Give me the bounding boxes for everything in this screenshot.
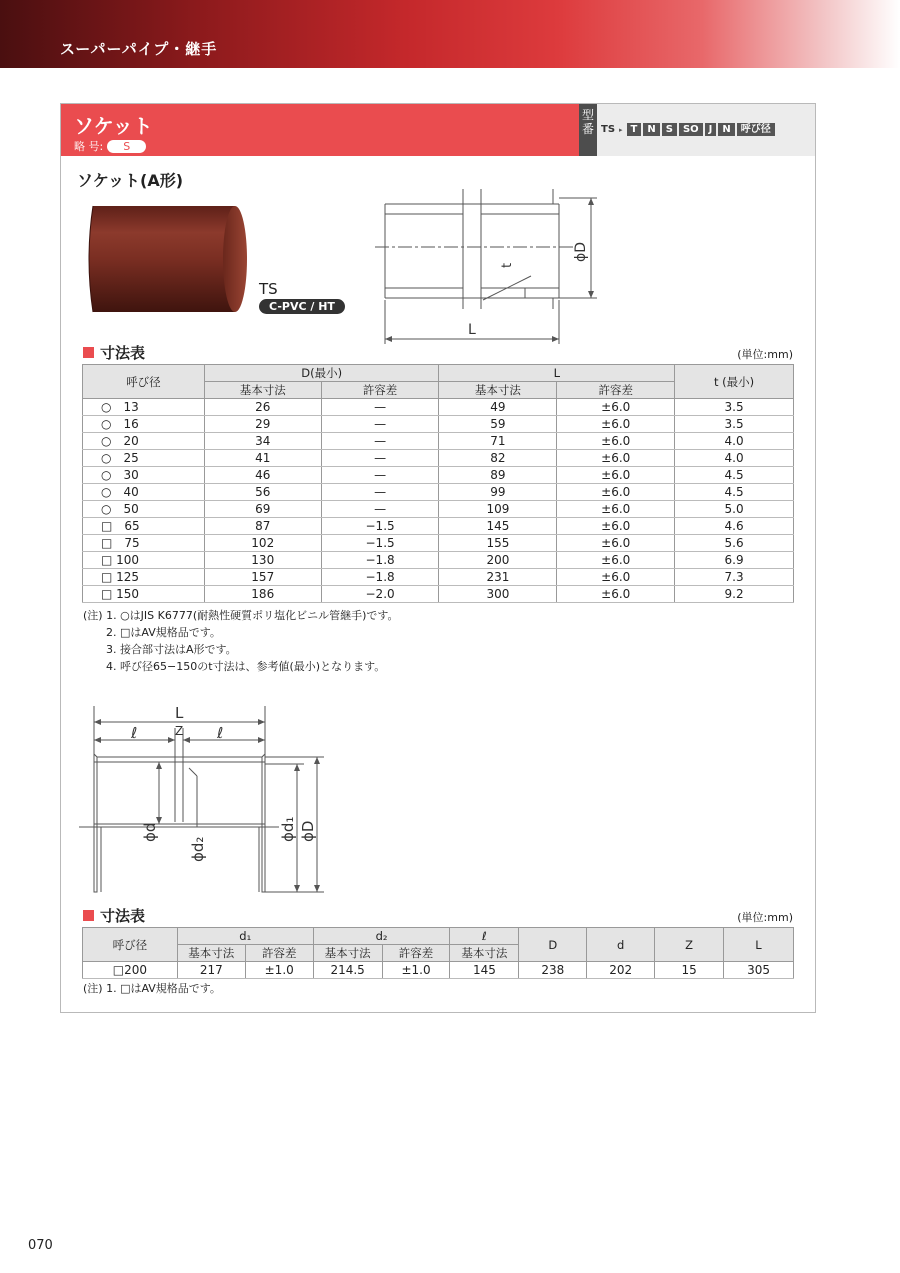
table2-title-text: 寸法表: [100, 907, 146, 925]
table-cell: —: [321, 484, 439, 501]
banner-title: スーパーパイプ・継手: [60, 40, 218, 58]
table-cell: 69: [204, 501, 321, 518]
table-cell: ○ 13: [83, 399, 205, 416]
table-cell: −2.0: [321, 586, 439, 603]
th-nominal: 呼び径: [83, 365, 205, 399]
table-cell: ±6.0: [557, 416, 675, 433]
diagram-a-phiD: ϕD: [573, 241, 589, 262]
table-cell: 4.0: [675, 450, 794, 467]
table-cell: 186: [204, 586, 321, 603]
note-line: (注) 1. ○はJIS K6777(耐熱性硬質ポリ塩化ビニル管継手)です。: [83, 609, 399, 622]
table-cell: ±6.0: [557, 501, 675, 518]
table-cell: ±6.0: [557, 569, 675, 586]
page-banner: [0, 0, 900, 68]
table-cell: 99: [439, 484, 557, 501]
socket-200-diagram: [79, 702, 379, 902]
table-cell: −1.8: [321, 569, 439, 586]
table-row: [83, 552, 794, 569]
th2-l-base: 基本寸法: [450, 945, 519, 962]
table1-body: [83, 399, 794, 603]
table-cell: ±1.0: [382, 962, 450, 979]
diagram-b-phid2: ϕd₂: [189, 836, 207, 862]
note-line: 2. □はAV規格品です。: [106, 626, 221, 639]
table-cell: 4.5: [675, 484, 794, 501]
type-code-current: TS: [601, 124, 616, 135]
table-cell: 305: [724, 962, 794, 979]
table-cell: 56: [204, 484, 321, 501]
table-cell: 4.6: [675, 518, 794, 535]
table-cell: □ 100: [83, 552, 205, 569]
arrow-right-icon: ▸: [619, 125, 623, 134]
table-cell: □ 125: [83, 569, 205, 586]
table-cell: □ 65: [83, 518, 205, 535]
table-cell: ○ 20: [83, 433, 205, 450]
table-row: [83, 518, 794, 535]
table-row: [83, 501, 794, 518]
table-row: [83, 586, 794, 603]
table-cell: 155: [439, 535, 557, 552]
table-cell: 145: [450, 962, 519, 979]
table-cell: ±6.0: [557, 535, 675, 552]
dimension-table-2: [82, 927, 794, 979]
type-code-box: [579, 104, 815, 156]
table-cell: 130: [204, 552, 321, 569]
th-t: t (最小): [675, 365, 794, 399]
table-cell: 41: [204, 450, 321, 467]
type-code-box-item: T: [627, 123, 642, 136]
th2-d1-tol: 許容差: [245, 945, 313, 962]
table-cell: —: [321, 416, 439, 433]
th2-d2-tol: 許容差: [382, 945, 450, 962]
th-L: L: [439, 365, 675, 382]
table-cell: —: [321, 450, 439, 467]
table-cell: 3.5: [675, 399, 794, 416]
diagram-a-t: t: [500, 262, 515, 268]
table-cell: —: [321, 467, 439, 484]
material-badge: C-PVC / HT: [259, 299, 345, 314]
table-row: [83, 467, 794, 484]
th-D-tol: 許容差: [321, 382, 439, 399]
diagram-b-l-right: ℓ: [217, 724, 224, 742]
table1-title-text: 寸法表: [100, 344, 146, 362]
type-code-box-item: SO: [679, 123, 703, 136]
type-code-row: [601, 123, 775, 136]
table-cell: 3.5: [675, 416, 794, 433]
table-cell: 59: [439, 416, 557, 433]
table-cell: 109: [439, 501, 557, 518]
diagram-b-phid: ϕd: [141, 822, 159, 842]
note-line: 4. 呼び径65−150のt寸法は、参考値(最小)となります。: [106, 660, 386, 673]
table-cell: ○ 50: [83, 501, 205, 518]
table-cell: —: [321, 501, 439, 518]
table-cell: ○ 16: [83, 416, 205, 433]
table-row: [83, 484, 794, 501]
type-code-box-item: N: [718, 123, 734, 136]
table-cell: 34: [204, 433, 321, 450]
table1-title: [83, 342, 145, 363]
table-cell: ○ 40: [83, 484, 205, 501]
th2-d: d: [587, 928, 655, 962]
diagram-a-L: L: [468, 322, 476, 338]
product-title: ソケット: [74, 114, 153, 138]
th2-D: D: [519, 928, 587, 962]
table-cell: 87: [204, 518, 321, 535]
table-row: [83, 450, 794, 467]
table-cell: 231: [439, 569, 557, 586]
th-D: D(最小): [204, 365, 439, 382]
table-cell: 89: [439, 467, 557, 484]
th2-d2: d₂: [313, 928, 450, 945]
table-cell: —: [321, 399, 439, 416]
table-cell: 9.2: [675, 586, 794, 603]
table-cell: 5.6: [675, 535, 794, 552]
type-code-box-item: S: [662, 123, 677, 136]
table-cell: ±6.0: [557, 518, 675, 535]
diagram-b-phid1: ϕd₁: [279, 816, 297, 842]
table-cell: ±6.0: [557, 586, 675, 603]
table-cell: 217: [177, 962, 245, 979]
table-cell: ±6.0: [557, 433, 675, 450]
table-cell: ○ 30: [83, 467, 205, 484]
diagram-b-phiD: ϕD: [299, 820, 317, 842]
diagram-b-L: L: [175, 704, 184, 722]
table-cell: 29: [204, 416, 321, 433]
table-cell: 82: [439, 450, 557, 467]
product-box: [60, 103, 816, 1013]
table-row: [83, 399, 794, 416]
table-cell: 145: [439, 518, 557, 535]
page-number: 070: [28, 1238, 53, 1253]
type-code-box-item: 呼び径: [737, 123, 775, 136]
th2-d1: d₁: [177, 928, 313, 945]
table-cell: 46: [204, 467, 321, 484]
table-cell: —: [321, 433, 439, 450]
th2-l: ℓ: [450, 928, 519, 945]
table2-unit: (単位:mm): [737, 911, 793, 924]
table1-unit: (単位:mm): [737, 348, 793, 361]
table-cell: 4.5: [675, 467, 794, 484]
section-square-icon: [83, 347, 94, 358]
table-cell: −1.5: [321, 535, 439, 552]
table-cell: □ 75: [83, 535, 205, 552]
th2-d2-base: 基本寸法: [313, 945, 382, 962]
table-cell: ±6.0: [557, 467, 675, 484]
section-square-icon: [83, 910, 94, 921]
abbr-value: S: [107, 140, 146, 153]
table-cell: □200: [83, 962, 178, 979]
note-line: (注) 1. □はAV規格品です。: [83, 982, 221, 995]
product-subtitle: ソケット(A形): [77, 171, 184, 190]
product-abbr: [74, 138, 146, 154]
table-row: [83, 962, 794, 979]
table2-title: [83, 905, 145, 926]
type-code-box-item: J: [705, 123, 717, 136]
table-cell: 7.3: [675, 569, 794, 586]
table1-notes: [83, 607, 399, 675]
table-cell: −1.8: [321, 552, 439, 569]
table-row: [83, 569, 794, 586]
th2-L: L: [724, 928, 794, 962]
table-row: [83, 416, 794, 433]
table-cell: 157: [204, 569, 321, 586]
diagram-b-Z: Z: [175, 724, 184, 738]
type-code-label: 型番: [579, 104, 597, 156]
table-cell: 102: [204, 535, 321, 552]
table-cell: 6.9: [675, 552, 794, 569]
table-cell: ±6.0: [557, 552, 675, 569]
table-row: [83, 433, 794, 450]
table-cell: 202: [587, 962, 655, 979]
table-cell: 200: [439, 552, 557, 569]
table-cell: ±1.0: [245, 962, 313, 979]
th2-Z: Z: [655, 928, 724, 962]
table-cell: 5.0: [675, 501, 794, 518]
th2-nominal: 呼び径: [83, 928, 178, 962]
table-cell: 26: [204, 399, 321, 416]
product-code: TS: [259, 280, 278, 298]
th2-d1-base: 基本寸法: [177, 945, 245, 962]
table-cell: −1.5: [321, 518, 439, 535]
table-cell: 4.0: [675, 433, 794, 450]
socket-a-diagram: [375, 184, 615, 349]
table-cell: 300: [439, 586, 557, 603]
table-cell: □ 150: [83, 586, 205, 603]
abbr-label: 略 号:: [74, 140, 104, 153]
table-cell: ○ 25: [83, 450, 205, 467]
table-row: [83, 535, 794, 552]
table-cell: 49: [439, 399, 557, 416]
diagram-b-l-left: ℓ: [131, 724, 138, 742]
table-cell: ±6.0: [557, 484, 675, 501]
socket-photo: [83, 204, 249, 314]
table-cell: 238: [519, 962, 587, 979]
th-L-base: 基本寸法: [439, 382, 557, 399]
table-cell: ±6.0: [557, 399, 675, 416]
product-header: [61, 104, 579, 156]
table-cell: 71: [439, 433, 557, 450]
table-cell: 214.5: [313, 962, 382, 979]
dimension-table-1: [82, 364, 794, 603]
type-code-box-item: N: [643, 123, 659, 136]
table-cell: 15: [655, 962, 724, 979]
th-D-base: 基本寸法: [204, 382, 321, 399]
note-line: 3. 接合部寸法はA形です。: [106, 643, 237, 656]
table2-notes: [83, 980, 221, 997]
th-L-tol: 許容差: [557, 382, 675, 399]
table-cell: ±6.0: [557, 450, 675, 467]
